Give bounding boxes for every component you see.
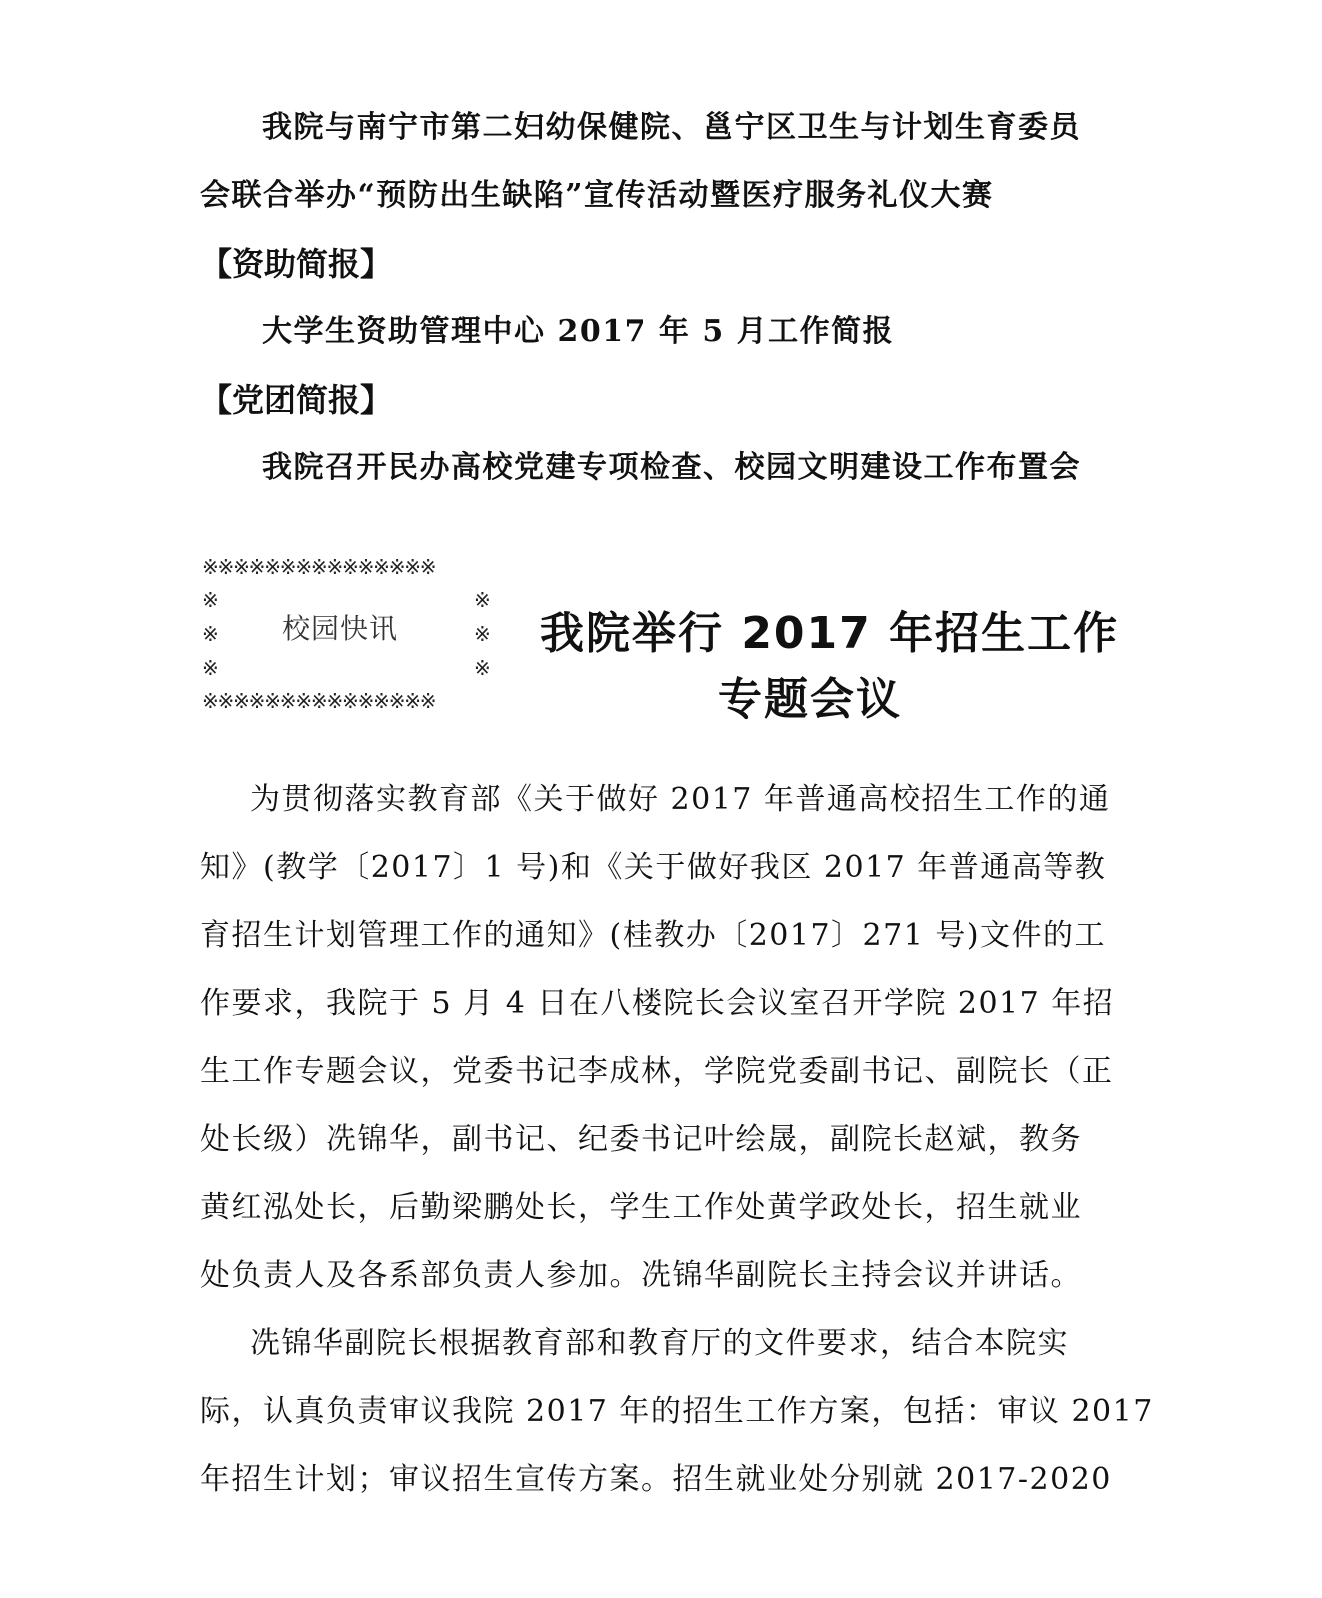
para-2-line-2: 际，认真负责审议我院 2017 年的招生工作方案，包括：审议 2017: [200, 1394, 1154, 1429]
para-1-line-8: 处负责人及各系部负责人参加。冼锦华副院长主持会议并讲话。: [200, 1258, 1082, 1293]
para-1-line-5: 生工作专题会议，党委书记李成林，学院党委副书记、副院长（正: [200, 1054, 1114, 1089]
brief-item-3: 我院召开民办高校党建专项检查、校园文明建设工作布置会: [262, 450, 1081, 485]
brief-item-1-line-1: 我院与南宁市第二妇幼保健院、邕宁区卫生与计划生育委员: [262, 110, 1081, 145]
article-title-line-1: 我院举行 2017 年招生工作: [540, 608, 1120, 659]
para-2-line-1: 冼锦华副院长根据教育部和教育厅的文件要求，结合本院实: [250, 1326, 1069, 1361]
brief-item-1-line-2: 会联合举办“预防出生缺陷”宣传活动暨医疗服务礼仪大赛: [200, 178, 994, 213]
para-1-line-3: 育招生计划管理工作的通知》(桂教办〔2017〕271 号)文件的工: [200, 918, 1107, 953]
column-label-box: [202, 555, 498, 713]
box-border-bottom: ※※※※※※※※※※※※※※※: [202, 689, 436, 713]
para-1-line-1: 为贯彻落实教育部《关于做好 2017 年普通高校招生工作的通: [250, 782, 1111, 817]
para-1-line-2: 知》(教学〔2017〕1 号)和《关于做好我区 2017 年普通高等教: [200, 850, 1107, 885]
para-2-line-3: 年招生计划；审议招生宣传方案。招生就业处分别就 2017-2020: [200, 1462, 1112, 1497]
section-heading-party: 【党团简报】: [200, 381, 393, 419]
brief-item-2: 大学生资助管理中心 2017 年 5 月工作简报: [262, 314, 895, 349]
box-border-left: ※ ※ ※: [202, 588, 219, 680]
column-label: 校园快讯: [282, 612, 399, 645]
para-1-line-6: 处长级）冼锦华，副书记、纪委书记叶绘晟，副院长赵斌，教务: [200, 1122, 1082, 1157]
para-1-line-7: 黄红泓处长，后勤梁鹏处长，学生工作处黄学政处长，招生就业: [200, 1190, 1082, 1225]
box-border-top: ※※※※※※※※※※※※※※※: [202, 555, 436, 579]
article-title-line-2: 专题会议: [718, 674, 902, 725]
para-1-line-4: 作要求，我院于 5 月 4 日在八楼院长会议室召开学院 2017 年招: [200, 986, 1115, 1021]
section-heading-funding: 【资助简报】: [200, 245, 393, 283]
box-border-right: ※ ※ ※: [474, 588, 491, 680]
